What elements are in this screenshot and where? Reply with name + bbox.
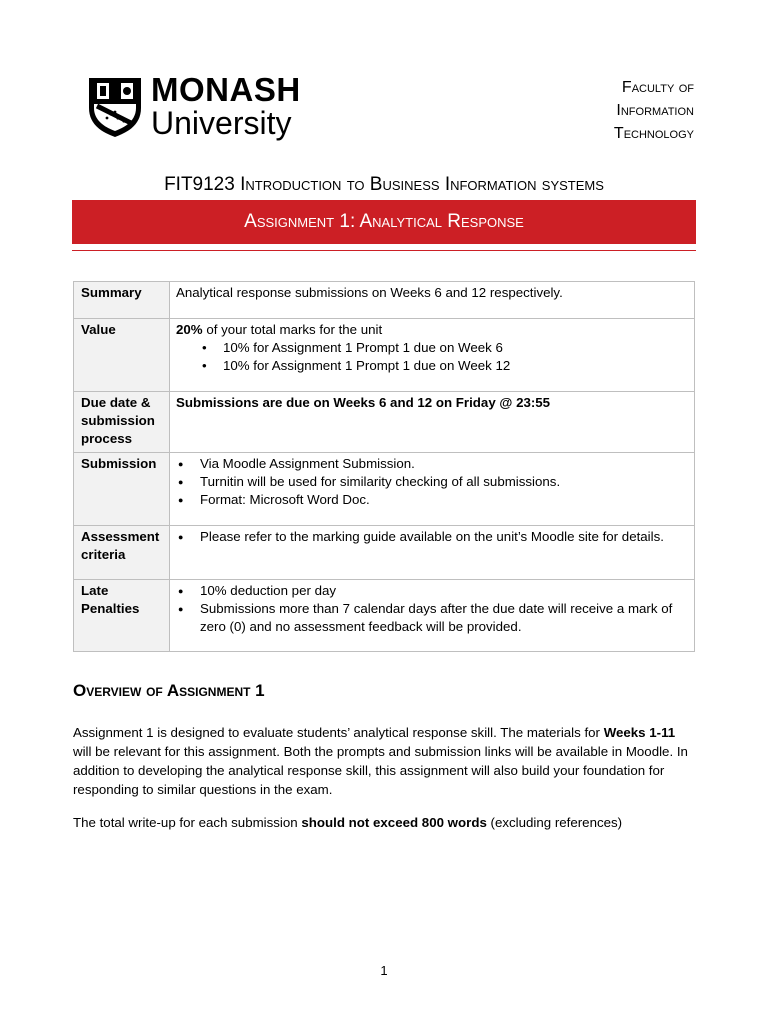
table-row	[74, 453, 695, 526]
page-number: 1	[380, 963, 388, 978]
logo-name: MONASH	[151, 71, 301, 108]
word-limit-paragraph	[73, 813, 691, 832]
row-value	[170, 580, 695, 652]
unit-title: FIT9123 Introduction to Business Information systems	[164, 174, 604, 195]
divider	[72, 250, 696, 251]
value-percent: 20%	[176, 322, 203, 337]
list-item: • 10% for Assignment 1 Prompt 1 due on Week 6	[176, 339, 688, 357]
row-value: Analytical response submissions on Weeks 6 and 12 respectively.	[170, 282, 695, 319]
row-value	[170, 526, 695, 580]
paragraph-text: will be relevant for this assignment. Both the prompts and submission links will be available in Moodle. In addition to developing the analytical response skill, this assignment will also build your foundation for responding to similar questions in the exam.	[73, 744, 688, 797]
list-item: ● Please refer to the marking guide available on the unit’s Moodle site for details.	[176, 528, 688, 546]
logo-subtitle: University	[151, 105, 292, 141]
criteria-list	[176, 528, 688, 546]
value-text: of your total marks for the unit	[202, 322, 383, 337]
faculty-line: Information	[616, 102, 694, 119]
faculty-line: Technology	[613, 125, 694, 142]
list-item: ● Submissions more than 7 calendar days after the due date will receive a mark of zero (0) and no assessment feedback will be provided.	[176, 600, 688, 636]
faculty-line: Faculty of	[621, 79, 694, 96]
due-date-text: Submissions are due on Weeks 6 and 12 on Friday @ 23:55	[176, 395, 551, 410]
monash-logo	[85, 72, 315, 142]
paragraph-text: Assignment 1 is designed to evaluate students’ analytical response skill. The materials for	[73, 725, 604, 740]
value-list	[176, 339, 688, 375]
list-item: ● Format: Microsoft Word Doc.	[176, 491, 688, 509]
row-label: Value	[74, 319, 170, 392]
paragraph-text: (excluding references)	[486, 815, 623, 830]
submission-list	[176, 455, 688, 509]
weeks-highlight: Weeks 1-11	[603, 725, 676, 740]
list-item: ● 10% deduction per day	[176, 582, 688, 600]
table-row	[74, 526, 695, 580]
list-item: ● Turnitin will be used for similarity checking of all submissions.	[176, 473, 688, 491]
row-label: Submission	[74, 453, 170, 526]
late-penalties-list	[176, 582, 688, 636]
row-label: Late Penalties	[74, 580, 170, 652]
list-item: ● Via Moodle Assignment Submission.	[176, 455, 688, 473]
row-value	[170, 453, 695, 526]
assignment-info-table	[73, 281, 695, 652]
row-value	[170, 392, 695, 453]
table-row	[74, 319, 695, 392]
row-value	[170, 319, 695, 392]
list-item: • 10% for Assignment 1 Prompt 1 due on Week 12	[176, 357, 688, 375]
monash-crest-icon	[85, 74, 145, 138]
table-row	[74, 282, 695, 319]
row-label: Due date & submission process	[74, 392, 170, 453]
word-limit-highlight: should not exceed 800 words	[301, 815, 487, 830]
assignment-title-banner: Assignment 1: Analytical Response	[72, 200, 696, 244]
section-heading: Overview of Assignment 1	[73, 681, 265, 700]
faculty-name	[614, 76, 694, 145]
table-row	[74, 392, 695, 453]
row-label: Summary	[74, 282, 170, 319]
paragraph-text: The total write-up for each submission	[73, 815, 302, 830]
row-label: Assessment criteria	[74, 526, 170, 580]
overview-paragraph	[73, 723, 691, 799]
table-row	[74, 580, 695, 652]
